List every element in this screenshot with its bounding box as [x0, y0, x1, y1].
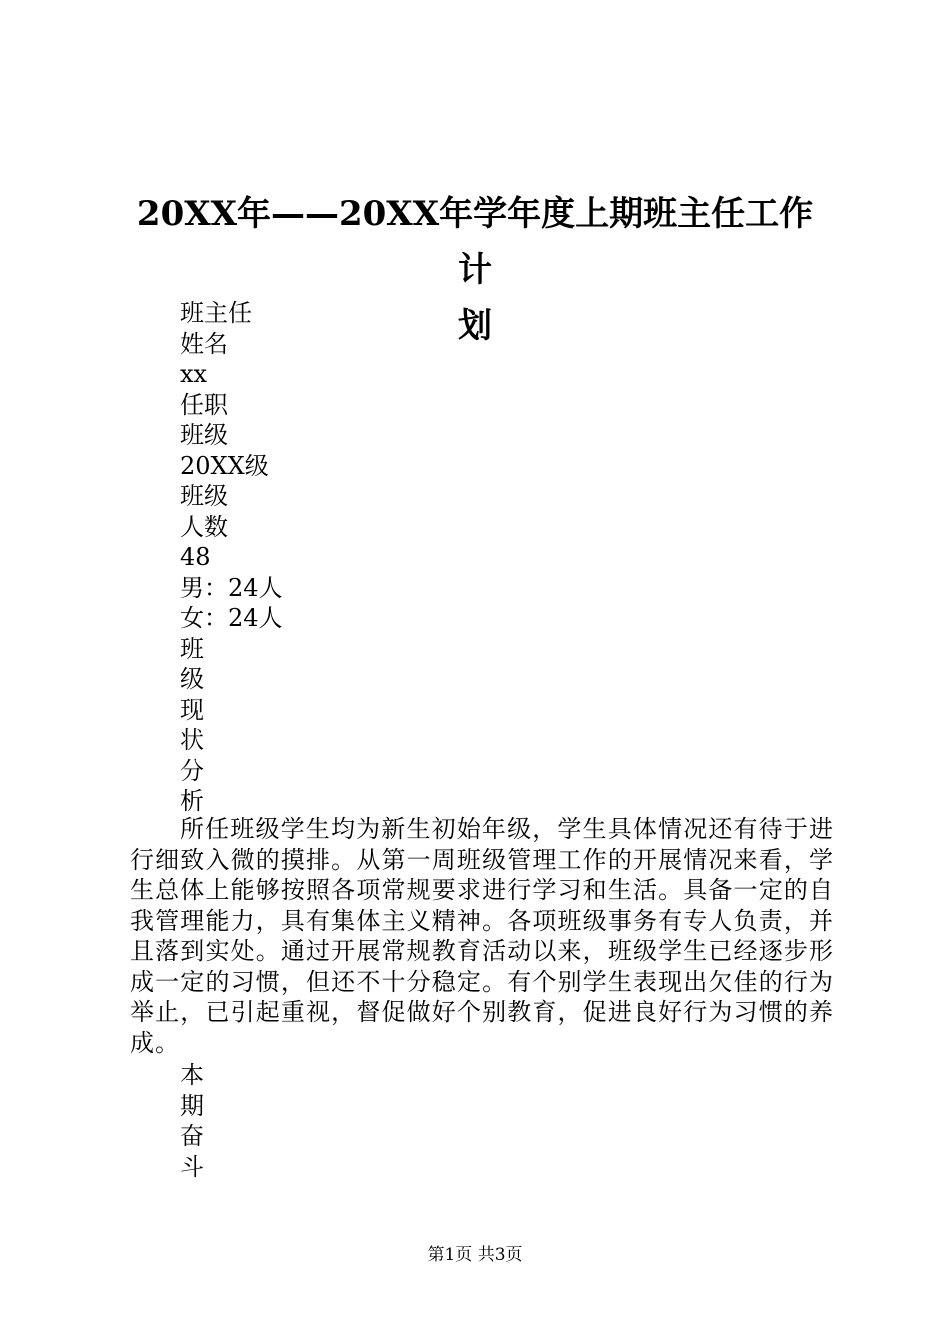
info-line: 女：24人 [180, 604, 283, 632]
info-line: 姓名 [180, 329, 228, 358]
page-footer: 第1页 共3页 [427, 1245, 523, 1265]
info-line: 人数 [180, 512, 228, 541]
status-analysis-paragraph: 所任班级学生均为新生初始年级，学生具体情况还有待于进行细致入微的摸排。从第一周班级管理工作的开展情况来看，学生总体上能够按照各项常规要求进行学习和生活。具备一定的自我管理能力，具有集体主义精神。各项班级事务有专人负责，并且落到实处。通过开展常规教育活动以来，班级学生已经逐步形成一定的习惯，但还不十分稳定。有个别学生表现出欠佳的行为举止，已引起重视，督促做好个别教育，促进良好行为习惯的养成。 [130, 815, 834, 1057]
info-lines [180, 298, 580, 817]
info-line: 析 [180, 787, 204, 815]
section-line: 本 [180, 1061, 204, 1089]
info-line: 班级 [180, 421, 228, 449]
info-line: 任职 [180, 390, 228, 419]
info-line: 级 [180, 665, 204, 693]
title-line-1: 20XX年——20XX年学年度上期班主任工作计 [136, 194, 814, 290]
title-line-2: 划 [458, 306, 492, 346]
info-line: 20XX级 [180, 451, 269, 480]
info-line: 分 [180, 756, 204, 785]
info-line: 48 [180, 543, 211, 571]
info-line: 男：24人 [180, 573, 283, 602]
info-line: 班级 [180, 482, 228, 510]
section-line: 期 [180, 1091, 204, 1120]
info-line: 班主任 [180, 299, 252, 327]
section-lines [180, 1060, 280, 1182]
info-line: 现 [180, 695, 204, 724]
info-line: xx [180, 360, 208, 388]
info-line: 班 [180, 634, 204, 663]
section-line: 斗 [180, 1152, 204, 1181]
section-line: 奋 [180, 1122, 204, 1150]
info-line: 状 [180, 726, 204, 754]
